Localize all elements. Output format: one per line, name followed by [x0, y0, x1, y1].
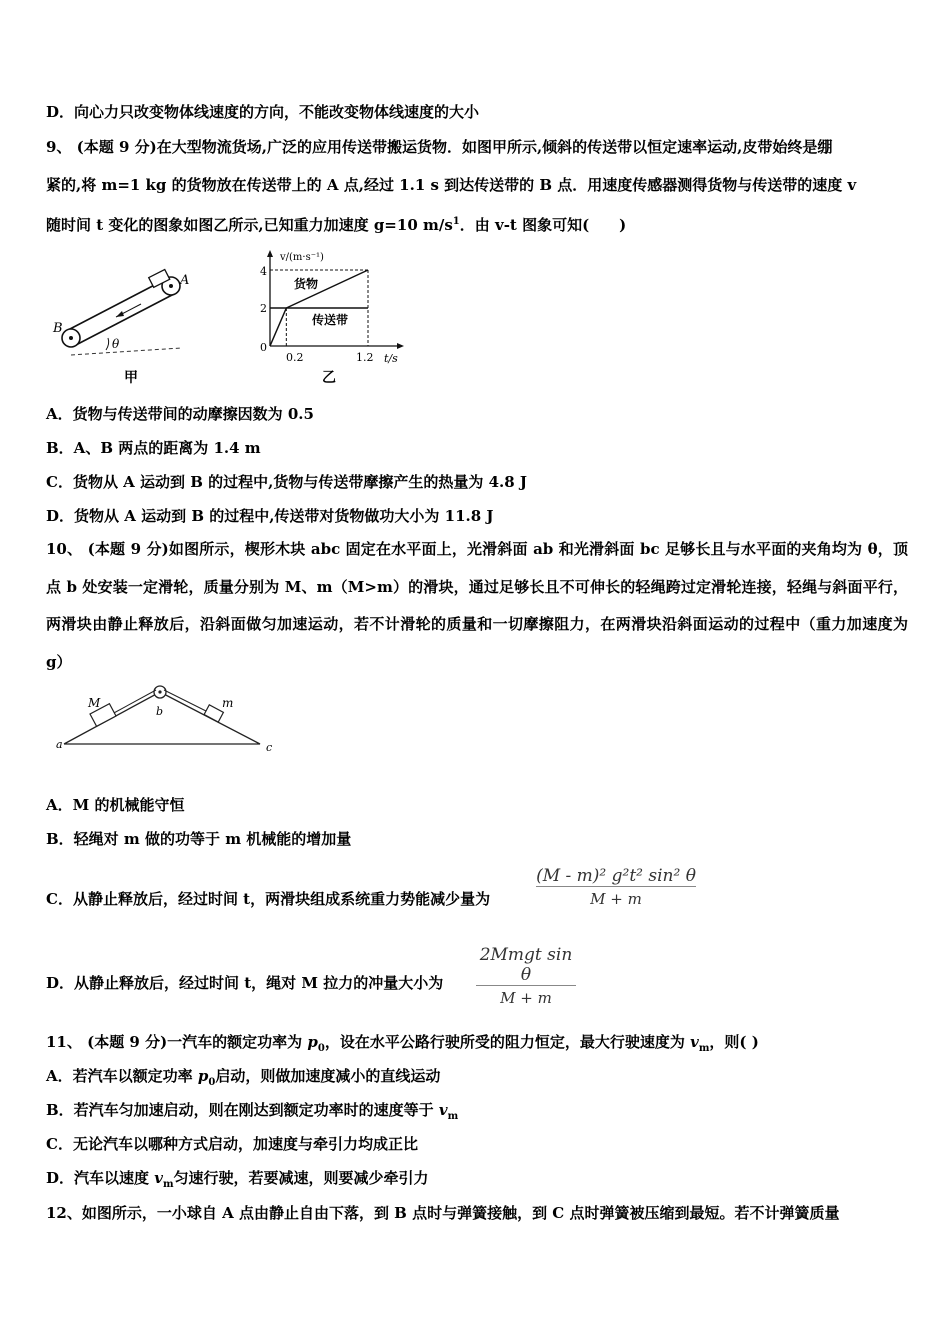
cargo-curve-label: 货物 — [294, 277, 319, 291]
q10-option-c: C．从静止释放后，经过时间 t，两滑块组成系统重力势能减少量为 — [46, 890, 491, 908]
q11-option-a-p0: p — [197, 1067, 209, 1085]
q11-p0: p — [307, 1033, 318, 1051]
q11-stem-part1: 11、 (本题 9 分)一汽车的额定功率为 — [46, 1033, 308, 1051]
rope-right — [164, 690, 210, 713]
q11-stem-part2: ，设在水平公路行驶所受的阻力恒定，最大行驶速度为 — [324, 1033, 691, 1051]
x-tick-1.2: 1.2 — [356, 351, 374, 364]
rope-left — [112, 690, 156, 714]
q11-option-a-part2: 启动，则做加速度减小的直线运动 — [215, 1067, 441, 1085]
point-b-label: B — [53, 321, 63, 336]
q10-option-d: D．从静止释放后，经过时间 t，绳对 M 拉力的冲量大小为 — [46, 974, 444, 992]
theta-label: θ — [112, 337, 120, 351]
y-tick-4: 4 — [260, 265, 267, 278]
q9-option-c: C．货物从 A 运动到 B 的过程中,货物与传送带摩擦产生的热量为 4.8 J — [46, 473, 528, 491]
vt-graph — [250, 244, 420, 389]
q11-option-b — [46, 1100, 458, 1127]
label-b: b — [156, 705, 164, 718]
q11-option-c: C．无论汽车以哪种方式启动，加速度与牵引力均成正比 — [46, 1135, 418, 1153]
figure-caption-yi: 乙 — [322, 370, 336, 386]
q9-stem-line2: 紧的,将 m=1 kg 的货物放在传送带上的 A 点,经过 1.1 s 到达传送带的 B 点．用速度传感器测得货物与传送带的速度 v — [46, 176, 857, 194]
arrow-head — [116, 311, 124, 317]
x-tick-0.2: 0.2 — [286, 351, 304, 364]
q9-stem-line3b: ．由 v-t 图象可知( ) — [459, 216, 627, 234]
label-a: a — [56, 738, 63, 751]
q11-option-a-part1: A．若汽车以额定功率 — [46, 1067, 198, 1085]
q9-stem-line3a: 随时间 t 变化的图象如图乙所示,已知重力加速度 g=10 m/s — [46, 216, 453, 234]
wedge-figure — [50, 680, 285, 760]
block-m-small — [204, 705, 223, 722]
pulley-b-axle — [69, 336, 73, 340]
q9-option-d: D．货物从 A 运动到 B 的过程中,传送带对货物做功大小为 11.8 J — [46, 507, 494, 525]
belt-bottom — [74, 294, 174, 346]
q11-option-d-part1: D．汽车以速度 — [46, 1169, 155, 1187]
conveyor-figure — [46, 262, 196, 387]
y-tick-0: 0 — [260, 341, 267, 354]
q9-stem-line3 — [46, 212, 626, 235]
vt-marks — [270, 270, 368, 346]
q11-vm: v — [690, 1033, 699, 1051]
q9-stem-sup: 1 — [452, 216, 460, 227]
label-m: m — [222, 696, 234, 710]
formula-d-denominator: M + m — [476, 985, 576, 1007]
belt-line-label: 传送带 — [312, 313, 349, 327]
pulley-axle — [158, 690, 161, 693]
q11-stem-part3: ，则( ) — [709, 1033, 759, 1051]
q9-option-a: A．货物与传送带间的动摩擦因数为 0.5 — [46, 405, 314, 423]
q11-option-a — [46, 1066, 440, 1093]
q11-option-b-vm-sub: m — [447, 1111, 459, 1122]
angle-arc — [106, 338, 109, 350]
q9-stem-line1: 9、 (本题 9 分)在大型物流货场,广泛的应用传送带搬运货物．如图甲所示,倾斜的传送带以恒定速率运动,皮带始终是绷 — [46, 138, 833, 156]
formula-c-denominator: M + m — [536, 886, 696, 908]
formula-d-numerator: 2Mmgt sin θ — [479, 945, 573, 985]
x-axis-label: t/s — [384, 352, 398, 365]
label-M: M — [88, 696, 101, 710]
q11-option-d — [46, 1168, 429, 1195]
q10-option-b: B．轻绳对 m 做的功等于 m 机械能的增加量 — [46, 830, 352, 848]
q10-option-d-formula — [476, 945, 576, 1007]
q8-option-d: D．向心力只改变物体线速度的方向，不能改变物体线速度的大小 — [46, 103, 480, 121]
q11-option-a-p0-sub: 0 — [208, 1077, 216, 1088]
q11-p0-sub: 0 — [317, 1043, 325, 1054]
figure-caption-jia: 甲 — [124, 370, 138, 386]
label-c: c — [266, 741, 273, 754]
q11-option-d-vm: v — [154, 1169, 163, 1187]
y-axis-label: v/(m·s⁻¹) — [280, 252, 324, 263]
q9-option-b: B．A、B 两点的距离为 1.4 m — [46, 439, 261, 457]
q11-option-b-vm: v — [438, 1101, 448, 1119]
formula-c-numerator: (M - m)² g²t² sin² θ — [536, 866, 696, 886]
q10-option-a: A．M 的机械能守恒 — [46, 796, 185, 814]
y-axis-arrow — [267, 250, 273, 257]
q10-stem: 10、 (本题 9 分)如图所示，楔形木块 abc 固定在水平面上，光滑斜面 ab 和光滑斜面 bc 足够长且与水平面的夹角均为 θ，顶点 b 处安装一定滑轮，质量分别为 M、m（M>m）的滑块，通过足够长且不可伸长的轻绳跨过定滑轮连接，轻绳与斜面平行，两滑块由静止释放后，沿斜面做匀加速运动，若不计滑轮的质量和一切摩擦阻力，在两滑块沿斜面运动的过程中（重力加速度为 g） — [46, 540, 908, 671]
point-a-label: A — [180, 273, 190, 288]
q10-option-c-formula — [536, 866, 696, 908]
q11-option-b-text: B．若汽车匀加速启动，则在刚达到额定功率时的速度等于 — [46, 1101, 439, 1119]
q12-stem: 12、如图所示，一小球自 A 点由静止自由下落，到 B 点时与弹簧接触，到 C 点时弹簧被压缩到最短。若不计弹簧质量 — [46, 1204, 840, 1222]
y-tick-2: 2 — [260, 302, 267, 315]
q11-stem — [46, 1032, 759, 1059]
q11-vm-sub: m — [698, 1043, 710, 1054]
ground-dashed-line — [71, 348, 181, 355]
q11-option-d-part2: 匀速行驶，若要减速，则要减少牵引力 — [173, 1169, 429, 1187]
q11-option-d-vm-sub: m — [162, 1179, 174, 1190]
pulley-a-axle — [169, 284, 173, 288]
x-axis-arrow — [397, 343, 404, 349]
